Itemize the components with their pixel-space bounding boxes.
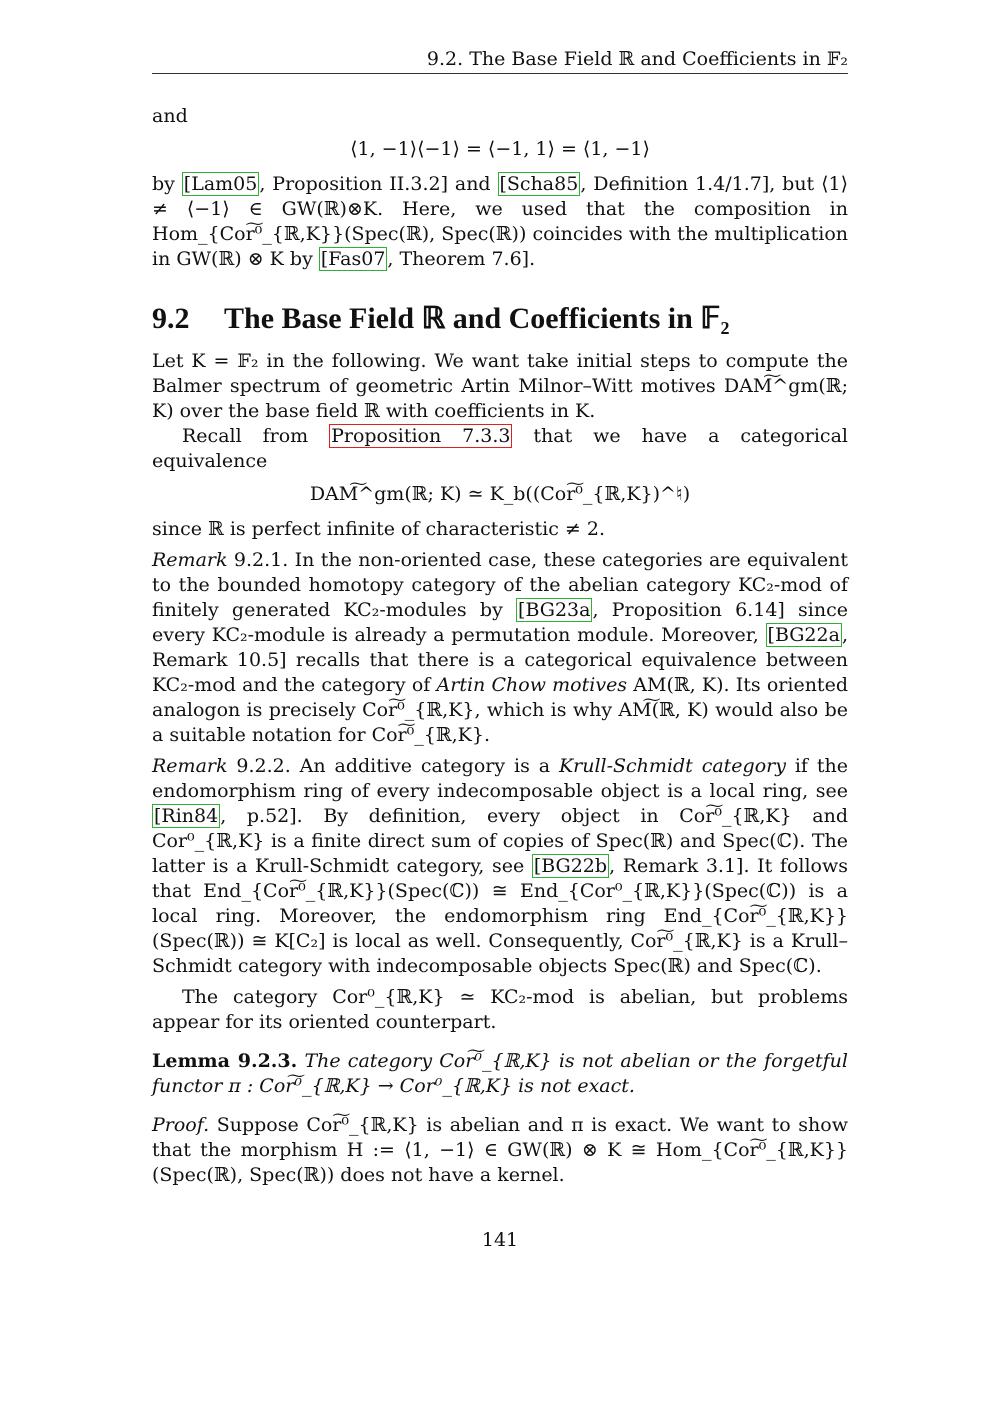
paragraph-perfect: since ℝ is perfect infinite of characteristic ≠ 2. <box>152 518 606 540</box>
lemma-label: Lemma 9.2.3. <box>152 1050 298 1072</box>
section-title: The Base Field ℝ and Coefficients in 𝔽₂ <box>224 302 730 335</box>
proof-text: Suppose Cor͠⁰_{ℝ,K} is abelian and π is exact. We want to show that the morphism H := ⟨1, −1⟩ ∈ GW(ℝ) ⊗ K ≅ Hom_{Cor͠⁰_{ℝ,K}}(Spec(ℝ), Spec(ℝ)) does not have a kernel. <box>152 1114 848 1186</box>
citation-rin84[interactable]: [Rin84 <box>154 805 219 827</box>
remark-9-2-1: Remark 9.2.1. In the non-oriented case, these categories are equivalent to the bounded homotopy category of the abelian category KC₂-mod of finitely generated KC₂-modules by [BG23a , Proposition 6.14] since every KC₂-module is already a permutation module. Moreover, [BG22a , Remark 10.5] recalls that there is a categorical equivalence between KC₂-mod and the category of Artin Chow motives AM(ℝ, K). Its oriented analogon is precisely Cor͠⁰_{ℝ,K}, which is why AM͠(ℝ, K) would also be a suitable notation for Cor͠⁰_{ℝ,K}. <box>152 549 848 746</box>
citation-fas07[interactable]: [Fas07 <box>320 248 386 270</box>
equation-pairing: ⟨1, −1⟩⟨−1⟩ = ⟨−1, 1⟩ = ⟨1, −1⟩ <box>350 138 650 160</box>
section-heading <box>152 302 848 335</box>
paragraph-abelian: The category Cor⁰_{ℝ,K} ≃ KC₂-mod is abelian, but problems appear for its oriented counterpart. <box>152 986 848 1033</box>
remark-9-2-2: Remark 9.2.2. An additive category is a Krull-Schmidt category if the endomorphism ring of every indecomposable object is a local ring, see [Rin84 , p.52]. By definition, every object in Cor͠⁰_{ℝ,K} and Cor⁰_{ℝ,K} is a finite direct sum of copies of Spec(ℝ) and Spec(ℂ). The latter is a Krull-Schmidt category, see [BG22b , Remark 3.1]. It follows that End_{Cor͠⁰_{ℝ,K}}(Spec(ℂ)) ≅ End_{Cor⁰_{ℝ,K}}(Spec(ℂ)) is a local ring. Moreover, the endomorphism ring End_{Cor͠⁰_{ℝ,K}}(Spec(ℝ)) ≅ K[C₂] is local as well. Consequently, Cor͠⁰_{ℝ,K} is a Krull–Schmidt category with indecomposable objects Spec(ℝ) and Spec(ℂ). <box>152 755 848 977</box>
lemma-9-2-3 <box>152 1049 848 1099</box>
paragraph-recall: Recall from Proposition 7.3.3 that we have a categorical equivalence <box>152 425 848 472</box>
citation-lam05[interactable]: [Lam05 <box>183 173 258 195</box>
citation-bg23a[interactable]: [BG23a <box>518 599 591 621</box>
intro-paragraph: by [Lam05 , Proposition II.3.2] and [Scha85 , Definition 1.4/1.7], but ⟨1⟩ ≠ ⟨−1⟩ ∈ GW(ℝ)⊗K. Here, we used that the composition in Hom_{Cor͠⁰_{ℝ,K}}(Spec(ℝ), Spec(ℝ)) coincides with the multiplication in GW(ℝ) ⊗ K by [Fas07 , Theorem 7.6]. <box>152 173 848 270</box>
running-head: 9.2. The Base Field ℝ and Coefficients in 𝔽₂ <box>426 48 848 70</box>
and-word: and <box>152 105 188 127</box>
equation-equivalence: DAM͠^gm(ℝ; K) ≃ K_b((Cor͠⁰_{ℝ,K})^♮) <box>309 483 691 505</box>
header-rule <box>152 73 848 74</box>
paragraph-intro-section: Let K = 𝔽₂ in the following. We want take initial steps to compute the Balmer spectrum of geometric Artin Milnor–Witt motives DAM͠^gm(ℝ; K) over the base field ℝ with coefficients in K. <box>152 350 848 422</box>
page-number: 141 <box>481 1229 519 1251</box>
citation-scha85[interactable]: [Scha85 <box>499 173 579 195</box>
proof-label: Proof. <box>152 1114 210 1136</box>
lemma-statement: The category Cor͠⁰_{ℝ,K} is not abelian or the forgetful functor π : Cor͠⁰_{ℝ,K} → Cor⁰_{ℝ,K} is not exact. <box>152 1050 848 1097</box>
section-number: 9.2 <box>152 302 190 335</box>
citation-bg22b[interactable]: [BG22b <box>533 855 608 877</box>
ref-proposition-7-3-3[interactable]: Proposition 7.3.3 <box>331 425 511 447</box>
citation-bg22a[interactable]: [BG22a <box>767 624 840 646</box>
page-body <box>152 104 848 1188</box>
proof <box>152 1113 848 1188</box>
